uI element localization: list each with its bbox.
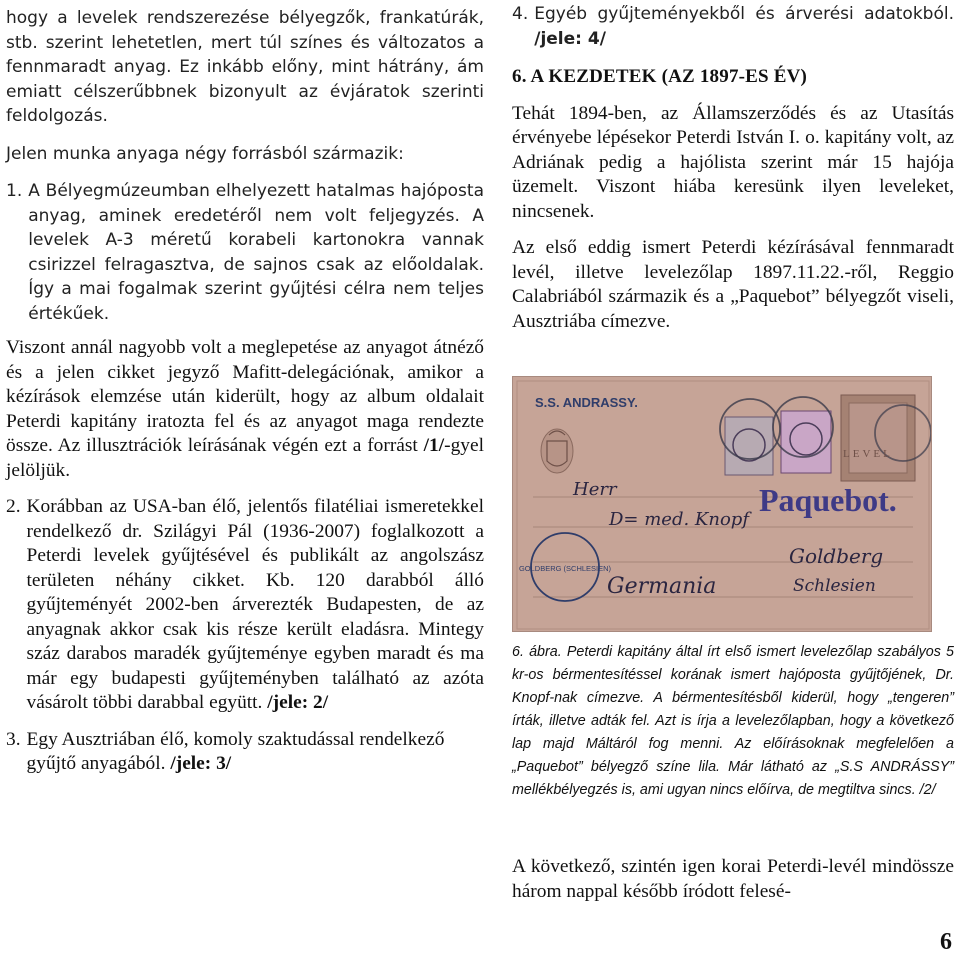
ship-stamp-text: S.S. ANDRASSY. xyxy=(535,395,638,410)
source-item-4 xyxy=(512,2,954,51)
viszont-tail: -gyel jelöljük. xyxy=(6,435,484,481)
item-number: 3. xyxy=(6,728,21,750)
figure-caption: 6. ábra. Peterdi kapitány által írt első ismert levelezőlap szabályos 5 kr-os bérmentesítéssel korának ismert hajóposta gyűjtőjének, Dr. Knopf-nak címezve. A bérmentesítésből kiderül, hogy „tengeren” írták, illetve adták fel. Azt is írja a levelezőlapban, hogy a következő lap majd Máltáról fog menni. Az előírásoknak megfelelően a „Paquebot” bélyegző színe lila. Már látható az „S.S ANDRÁSSY” mellékbélyegzés is, ami ugyan nincs előírva, de megtiltva sincs. /2/ xyxy=(512,644,954,798)
section-paragraph-3: A következő, szintén igen korai Peterdi-levél mindössze három nappal később íródott felesé- xyxy=(512,856,954,902)
source-item-3 xyxy=(6,728,484,777)
source-tag: /1/ xyxy=(423,435,445,456)
sources-intro: Jelen munka anyaga négy forrásból származik: xyxy=(6,143,404,164)
item-text: Egy Ausztriában élő, komoly szaktudással rendelkező gyűjtő anyagából. xyxy=(26,728,445,774)
handwriting-line-1: Herr xyxy=(573,479,617,500)
adhesive-stamp-2-icon xyxy=(781,411,831,473)
handwriting-line-5: Germania xyxy=(607,574,717,599)
page-number: 6 xyxy=(940,929,952,955)
handwriting-line-2: D= med. Knopf xyxy=(609,509,749,530)
source-tag: /jele: 4/ xyxy=(534,28,606,49)
card-label: LEVEL xyxy=(843,448,893,460)
viszont-paragraph xyxy=(6,336,484,483)
item-number: 1. xyxy=(6,181,23,201)
item-text: Korábban az USA-ban élő, jelentős filatéliai ismeretekkel rendelkező dr. Szilágyi Pál (1936-2007) foglalkozott a Peterdi levelek gyűjtésével és publikált az angolszász területen néhány cikket. Kb. 120 darabból álló gyűjteményét 2002-ben árverezték Budapesten, de az anyagnak akkor csak kis része került eladásra. Mintegy száz darabos maradék gyűjteménye egyben maradt és ma már egy budapesti gyűjteményben található az azóta vásárolt többi darabbal együtt. xyxy=(26,496,484,713)
printed-stamp-inner xyxy=(849,403,907,473)
handwriting-line-3: Goldberg xyxy=(789,544,884,568)
paquebot-stamp-text: Paquebot. xyxy=(759,482,897,518)
handwriting-line-4: Schlesien xyxy=(793,576,876,596)
postcard-drawing xyxy=(513,377,932,632)
postcard-image xyxy=(512,376,932,632)
left-column xyxy=(6,0,484,777)
section-heading: 6. A KEZDETEK (AZ 1897-ES ÉV) xyxy=(512,66,808,87)
section-paragraph-2: Az első eddig ismert Peterdi kézírásával fennmaradt levél, illetve levelezőlap 1897.11.22.-ről, Reggio Calabriából származik és a „Paquebot” bélyegzőt viseli, Ausztriába címezve. xyxy=(512,237,954,332)
adhesive-stamp-1-icon xyxy=(725,417,773,475)
right-column xyxy=(512,0,954,902)
section-paragraph-1: Tehát 1894-ben, az Államszerződés és az Utasítás érvényebe lépésekor Peterdi István I. o. kapitány volt, az Adriának pedig a hajólista szerint már 15 hajója üzemelt. Viszont hiába keresünk ilyen leveleket, nincsenek. xyxy=(512,102,954,222)
item-number: 2. xyxy=(6,496,21,517)
goldberg-postmark-text: GOLDBERG (SCHLESIEN) xyxy=(518,564,612,573)
source-tag: /jele: 2/ xyxy=(267,692,329,713)
viszont-text: Viszont annál nagyobb volt a meglepetése az anyagot átnéző és a jelen cikket jegyző Mafitt-delegációnak, amikor a kézírások elemzése után kiderült, hogy az album oldalait Peterdi kapitány iratozta fel és az anyagot maga rendezte össze. Az illusztrációk leírásának végén ezt a forrást xyxy=(6,337,484,456)
intro-paragraph: hogy a levelek rendszerezése bélyegzők, frankatúrák, stb. szerint lehetetlen, mert túl színes és változatos a fennmaradt anyag. Ez inkább előny, mint hátrány, ám emiatt célszerűbbnek bizonyult az évjáratok szerinti feldolgozás. xyxy=(6,8,484,126)
item-text: A Bélyegmúzeumban elhelyezett hatalmas hajóposta anyag, aminek eredetéről nem volt feljegyzés. A levelek A-3 méretű korabeli kartonokra vannak csirizzel felragasztva, de sajnos csak az előoldalak. Így a mai fogalmak szerint gyűjtési célra nem teljes értékűek. xyxy=(28,181,484,324)
item-number: 4. xyxy=(512,4,529,24)
item-text: Egyéb gyűjteményekből és árverési adatokból. xyxy=(534,4,954,24)
source-item-1 xyxy=(6,179,484,326)
source-tag: /jele: 3/ xyxy=(170,753,232,774)
source-item-2 xyxy=(6,495,484,716)
coat-of-arms-icon xyxy=(541,429,573,473)
